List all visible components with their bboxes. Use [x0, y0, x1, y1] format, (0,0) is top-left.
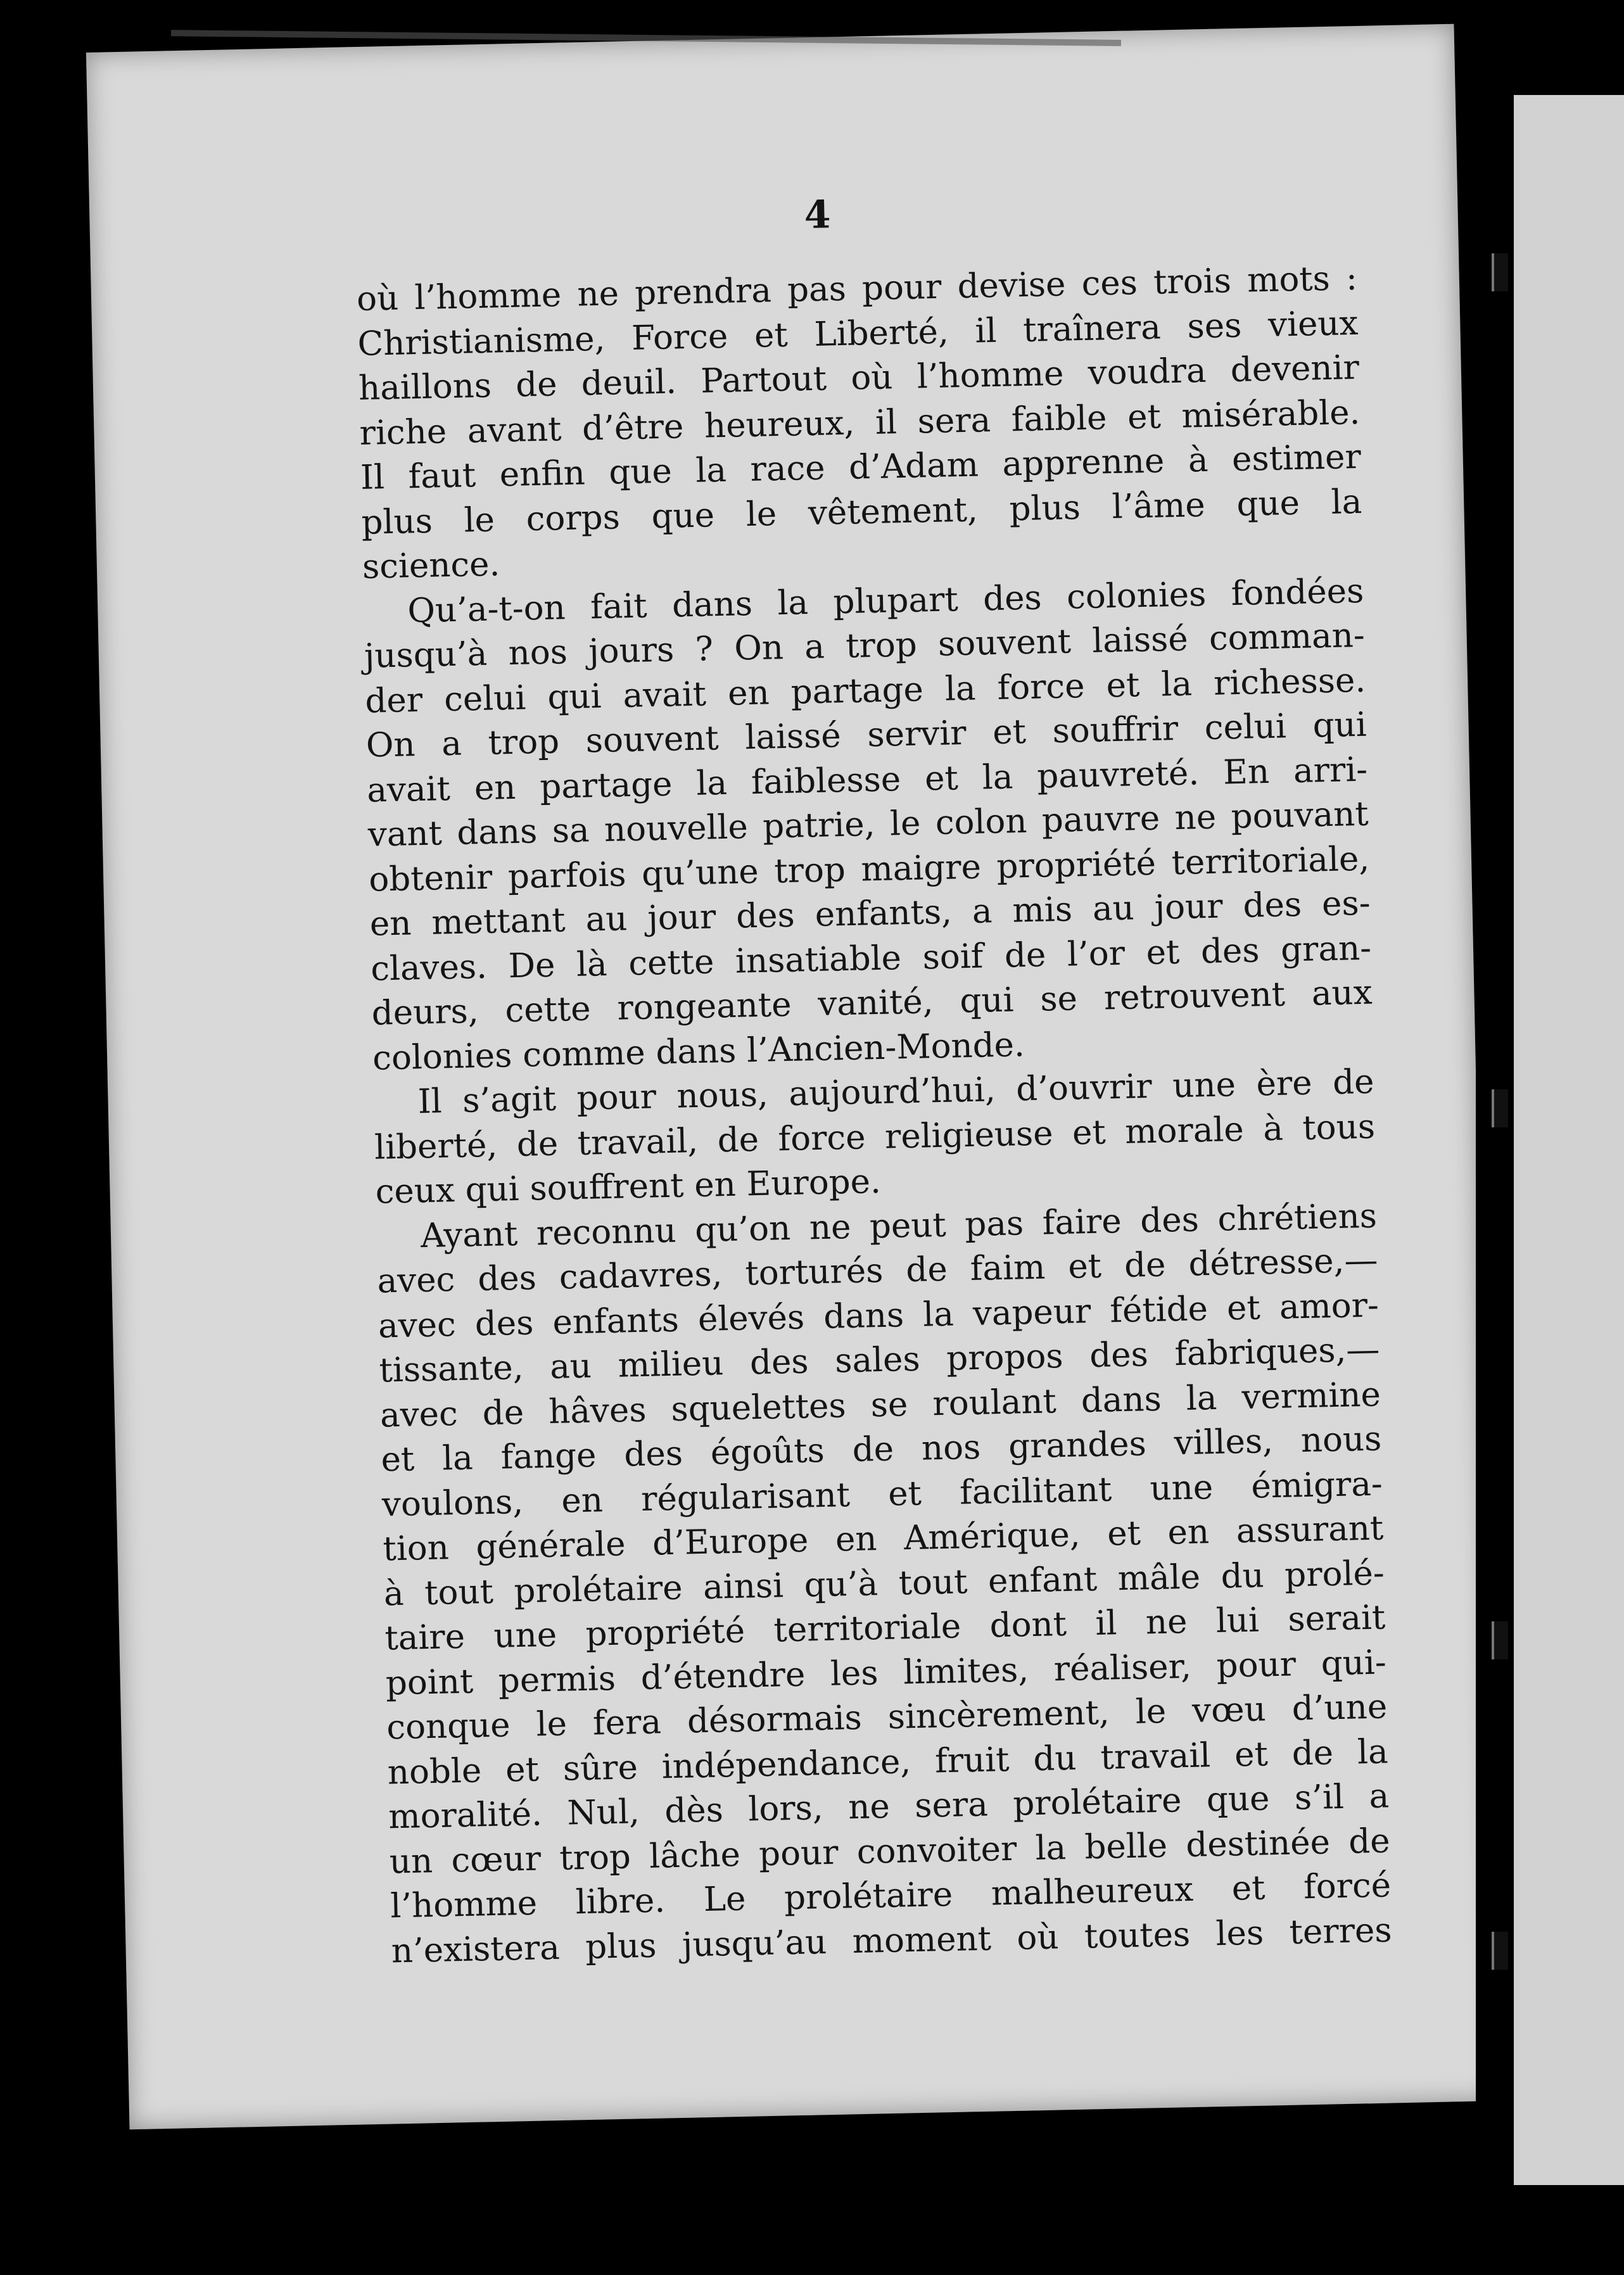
text-line: vant dans sa nouvelle patrie, le colon pauvre ne pouvant: [367, 794, 1369, 854]
page-text: [355, 182, 1392, 1974]
text-line: jusqu’à nos jours ? On a trop souvent laissé comman-: [364, 616, 1366, 676]
text-line: deurs, cette rongeante vanité, qui se retrouvent aux: [371, 973, 1373, 1033]
text-line: n’existera plus jusqu’au moment où toutes les terres: [391, 1910, 1393, 1970]
text-line: et la fange des égoûts de nos grandes villes, nous: [380, 1419, 1382, 1480]
text-line: Christianisme, Force et Liberté, il traînera ses vieux: [357, 303, 1359, 364]
text-line: en mettant au jour des enfants, a mis au jour des es-: [369, 884, 1371, 944]
text-line: liberté, de travail, de force religieuse et morale à tous: [374, 1107, 1376, 1167]
text-line: der celui qui avait en partage la force et la richesse.: [364, 661, 1366, 721]
text-line: claves. De là cette insatiable soif de l’or et des gran-: [370, 928, 1372, 989]
text-line: plus le corps que le vêtement, plus l’âme que la: [360, 482, 1362, 542]
body-text: [356, 257, 1392, 1974]
text-line: taire une propriété territoriale dont il ne lui serait: [384, 1598, 1386, 1658]
facing-page-edge: [1514, 95, 1624, 2185]
text-line: avec de hâves squelettes se roulant dans la vermine: [379, 1374, 1381, 1435]
text-line: voulons, en régularisant et facilitant une émigra-: [381, 1464, 1383, 1524]
text-line: tion générale d’Europe en Amérique, et en assurant: [382, 1509, 1384, 1569]
text-line: avec des cadavres, torturés de faim et de détresse,—: [377, 1241, 1378, 1301]
text-line: où l’homme ne prendra pas pour devise ces trois mots :: [356, 258, 1358, 319]
text-line: conque le fera désormais sincèrement, le vœu d’une: [386, 1687, 1388, 1747]
text-line: Il s’agit pour nous, aujourd’hui, d’ouvrir une ère de: [417, 1062, 1375, 1122]
page-number: 4: [803, 193, 832, 238]
text-line: colonies comme dans l’Ancien-Monde.: [372, 1025, 1025, 1078]
text-line: haillons de deuil. Partout où l’homme voudra devenir: [358, 348, 1360, 408]
text-line: à tout prolétaire ainsi qu’à tout enfant mâle du prolé-: [383, 1553, 1385, 1614]
text-line: science.: [362, 545, 500, 586]
text-line: Il faut enfin que la race d’Adam apprenne à estimer: [360, 437, 1362, 497]
text-line: avec des enfants élevés dans la vapeur fétide et amor-: [377, 1286, 1380, 1346]
text-line: un cœur trop lâche pour convoiter la belle destinée de: [389, 1821, 1391, 1881]
binding-stitch: [1492, 1089, 1508, 1127]
text-line: riche avant d’être heureux, il sera faible et misérable.: [358, 393, 1361, 453]
text-line: Qu’a-t-on fait dans la plupart des colonies fondées: [407, 571, 1364, 630]
text-line: On a trop souvent laissé servir et souffrir celui qui: [365, 705, 1367, 765]
binding-stitch: [1492, 1621, 1508, 1659]
text-line: tissante, au milieu des sales propos des fabriques,—: [378, 1330, 1380, 1390]
text-line: noble et sûre indépendance, fruit du travail et de la: [387, 1732, 1389, 1792]
text-line: avait en partage la faiblesse et la pauvreté. En arri-: [366, 750, 1368, 810]
text-line: moralité. Nul, dès lors, ne sera prolétaire que s’il a: [388, 1777, 1390, 1837]
binding-stitch: [1492, 1932, 1508, 1970]
text-line: obtenir parfois qu’une trop maigre propriété territoriale,: [368, 839, 1370, 899]
text-line: l’homme libre. Le prolétaire malheureux et forcé: [390, 1866, 1392, 1926]
binding-stitch: [1492, 253, 1508, 291]
text-line: point permis d’étendre les limites, réaliser, pour qui-: [385, 1642, 1387, 1702]
text-line: Ayant reconnu qu’on ne peut pas faire des chrétiens: [420, 1196, 1378, 1255]
text-line: ceux qui souffrent en Europe.: [375, 1162, 882, 1212]
